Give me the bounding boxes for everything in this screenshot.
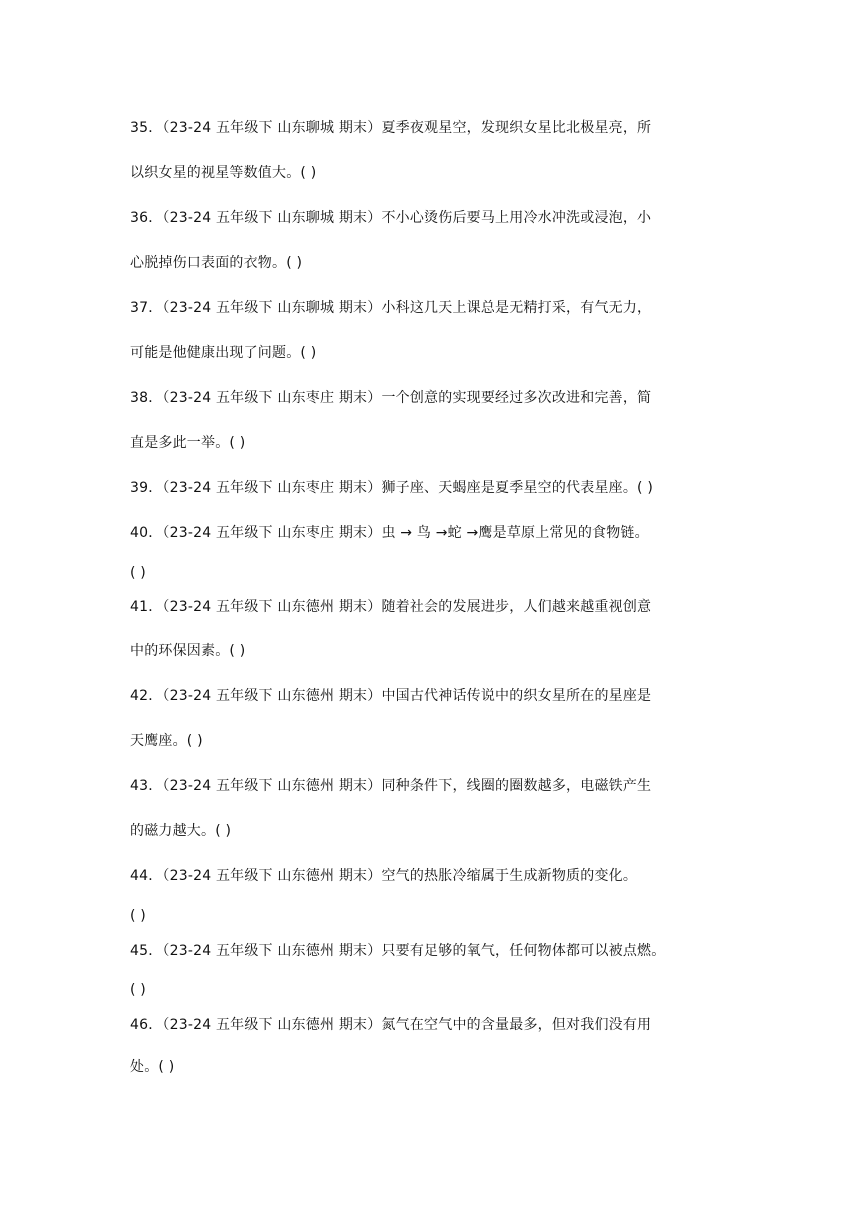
question-43-line-1: 43．（23-24 五年级下 山东德州 期末）同种条件下，线圈的圈数越多，电磁铁产生 (130, 778, 652, 794)
question-42-line-1: 42．（23-24 五年级下 山东德州 期末）中国古代神话传说中的织女星所在的星座是 (130, 688, 652, 704)
question-37-line-2: 可能是他健康出现了问题。( ) (130, 345, 317, 361)
question-37-line-1: 37．（23-24 五年级下 山东聊城 期末）小科这几天上课总是无精打采，有气无力， (130, 300, 652, 316)
question-45-line-1: 45．（23-24 五年级下 山东德州 期末）只要有足够的氧气，任何物体都可以被点燃。 (130, 943, 666, 959)
question-40-line-2: ( ) (130, 565, 146, 581)
question-36-line-2: 心脱掉伤口表面的衣物。( ) (130, 255, 303, 271)
question-45-line-2: ( ) (130, 982, 146, 998)
question-46-line-1: 46．（23-24 五年级下 山东德州 期末）氮气在空气中的含量最多，但对我们没有用 (130, 1017, 652, 1033)
question-43-line-2: 的磁力越大。( ) (130, 823, 232, 839)
question-41-line-2: 中的环保因素。( ) (130, 643, 246, 659)
question-36-line-1: 36．（23-24 五年级下 山东聊城 期末）不小心烫伤后要马上用冷水冲洗或浸泡，小 (130, 210, 652, 226)
question-42-line-2: 天鹰座。( ) (130, 733, 203, 749)
question-35-line-2: 以织女星的视星等数值大。( ) (130, 165, 317, 181)
question-39-line-1: 39．（23-24 五年级下 山东枣庄 期末）狮子座、天蝎座是夏季星空的代表星座。( ) (130, 480, 654, 496)
question-38-line-1: 38．（23-24 五年级下 山东枣庄 期末）一个创意的实现要经过多次改进和完善，简 (130, 390, 652, 406)
question-40-line-1: 40．（23-24 五年级下 山东枣庄 期末）虫 → 鸟 →蛇 →鹰是草原上常见的食物链。 (130, 525, 649, 541)
question-35-line-1: 35．（23-24 五年级下 山东聊城 期末）夏季夜观星空，发现织女星比北极星亮，所 (130, 120, 652, 136)
question-44-line-1: 44．（23-24 五年级下 山东德州 期末）空气的热胀冷缩属于生成新物质的变化。 (130, 868, 638, 884)
question-44-line-2: ( ) (130, 908, 146, 924)
question-38-line-2: 直是多此一举。( ) (130, 435, 246, 451)
question-46-line-2: 处。( ) (130, 1059, 175, 1075)
question-41-line-1: 41．（23-24 五年级下 山东德州 期末）随着社会的发展进步，人们越来越重视创意 (130, 599, 652, 615)
